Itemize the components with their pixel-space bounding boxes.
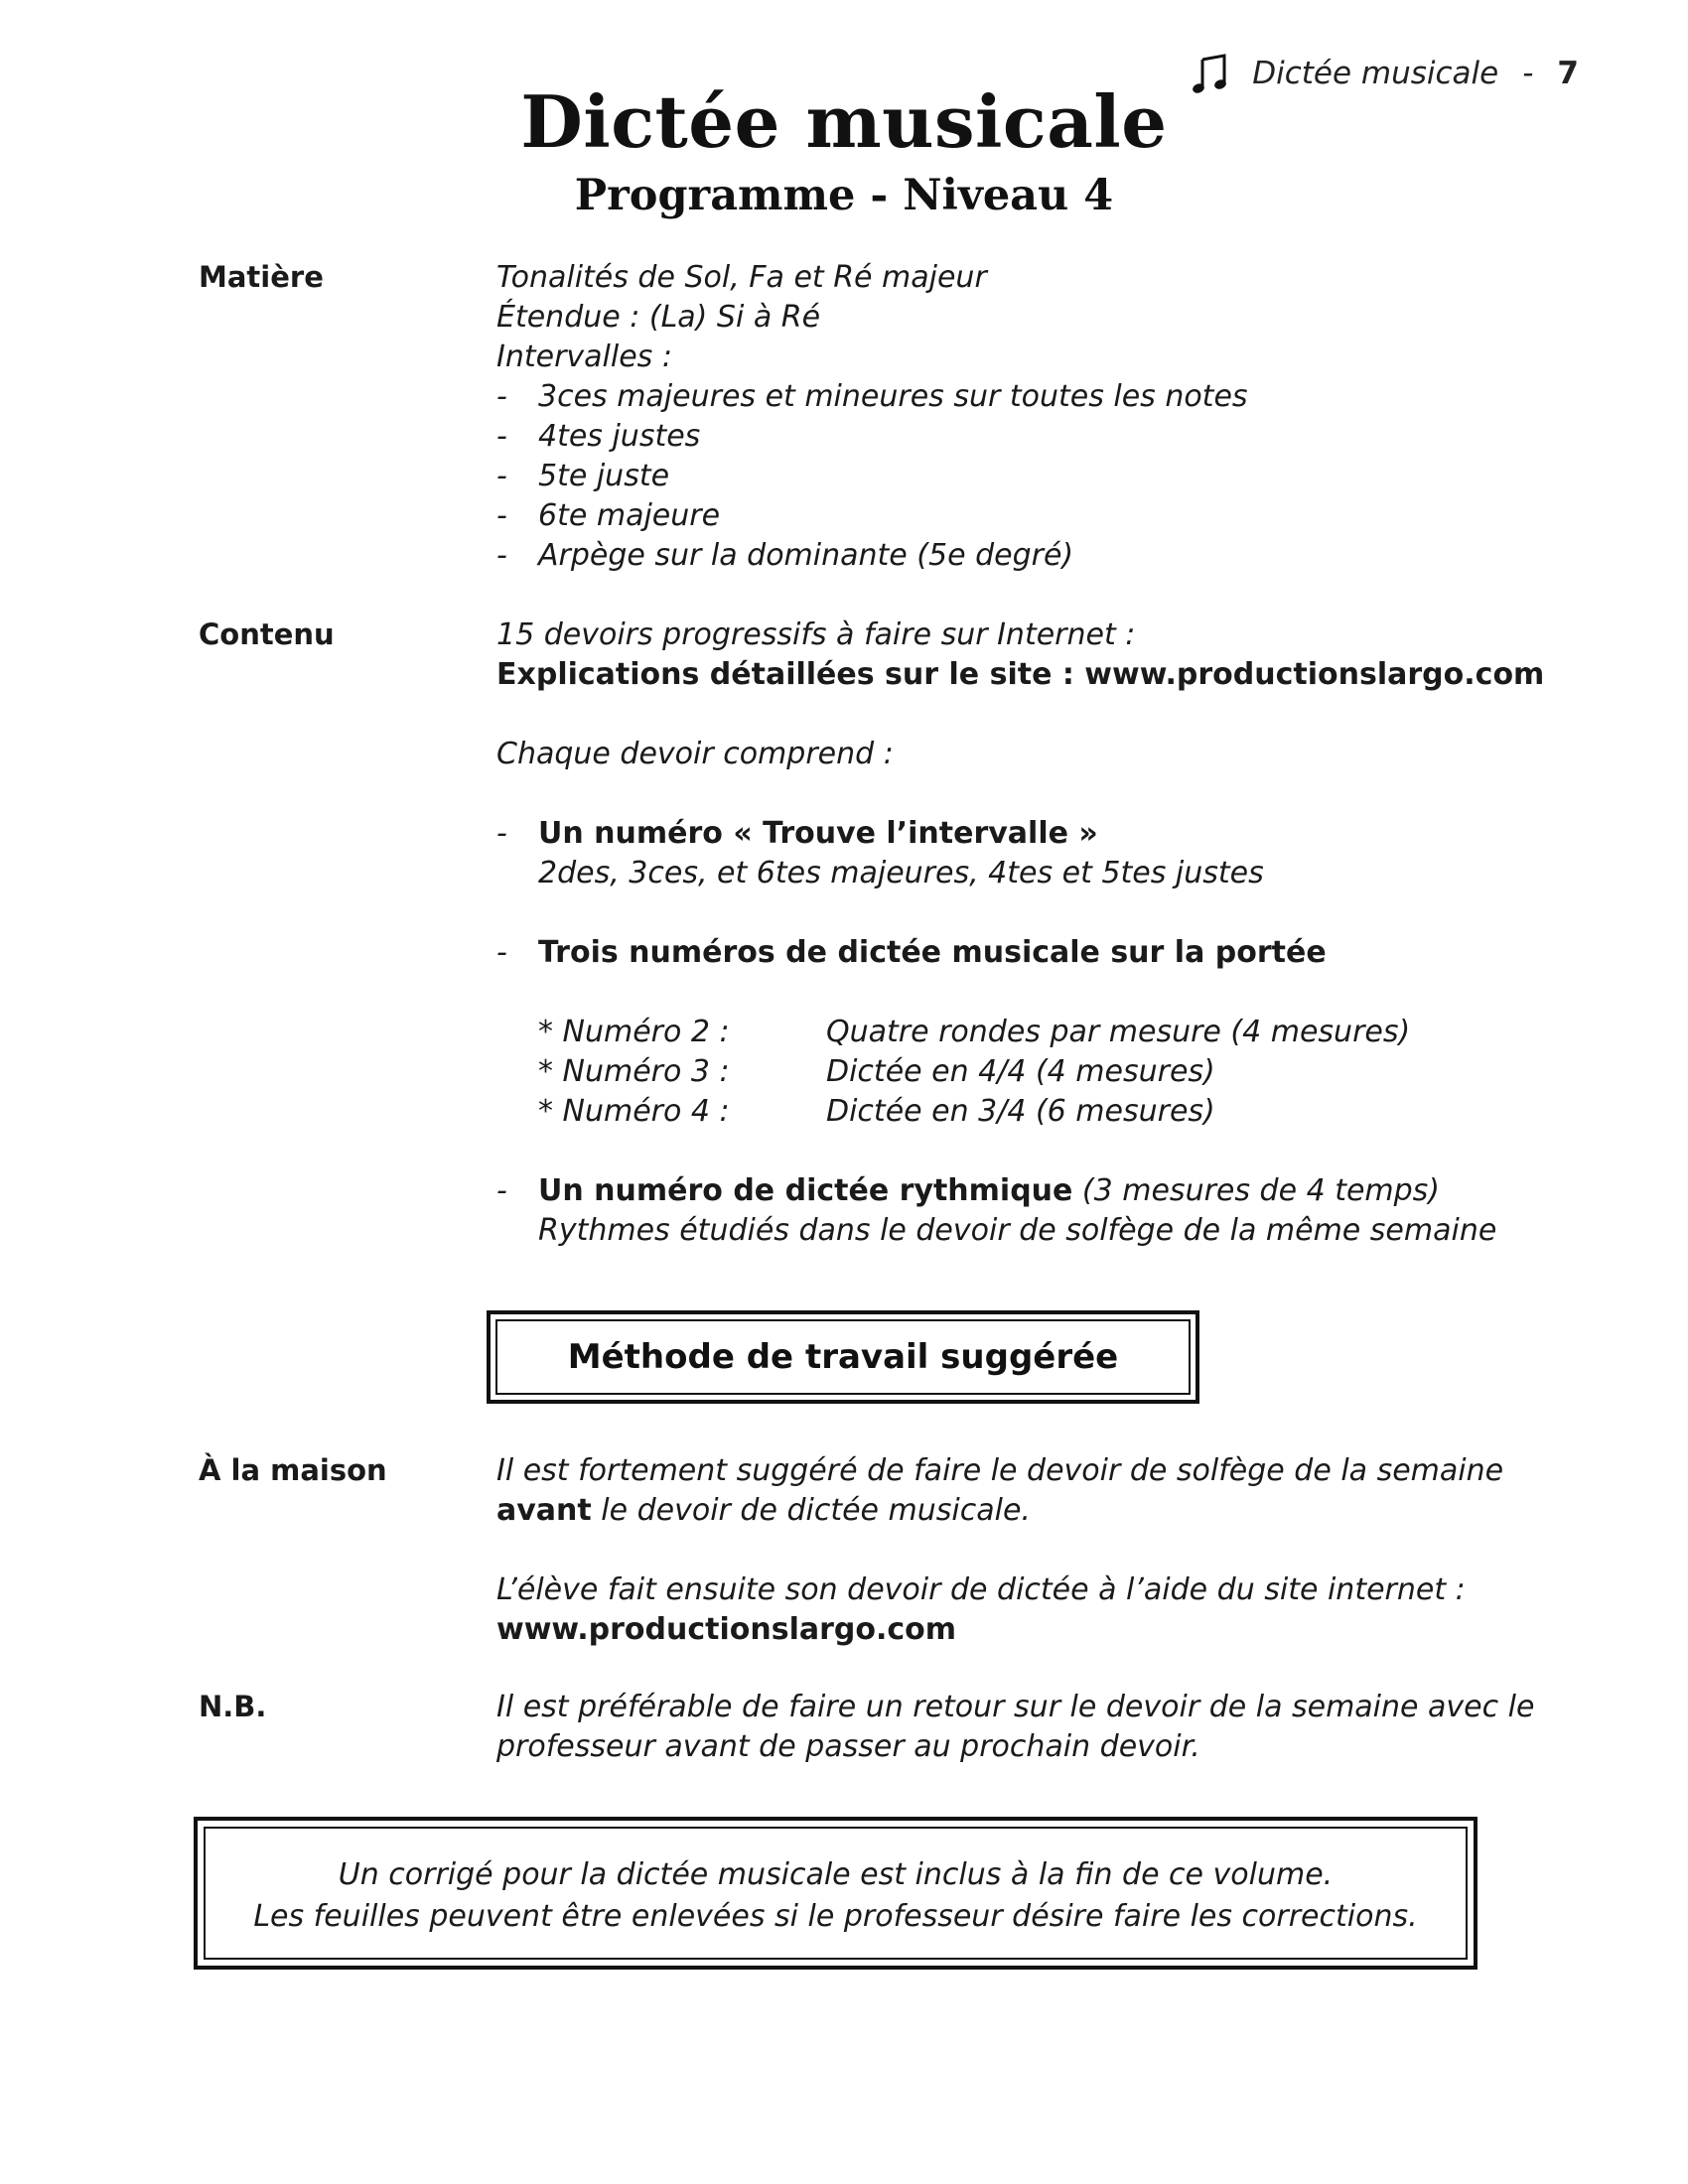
footer-note-box [194, 1817, 1477, 1970]
maison-line: L’élève fait ensuite son devoir de dictée à l’aide du site internet : [496, 1572, 1466, 1607]
list-item: - 6te majeure [496, 498, 721, 533]
section-label-maison: À la maison [199, 1453, 387, 1487]
list-item: - 5te juste [496, 459, 670, 493]
section-label-matiere: Matière [199, 260, 324, 294]
footer-note-line: Un corrigé pour la dictée musicale est inclus à la fin de ce volume. [338, 1857, 1334, 1892]
site-url: www.productionslargo.com [496, 1612, 957, 1647]
section-maison [496, 1451, 1503, 1531]
running-separator: - [1522, 56, 1534, 91]
nb-line: Il est préférable de faire un retour sur le devoir de la semaine avec le [496, 1690, 1535, 1724]
contenu-line: 15 devoirs progressifs à faire sur Internet : [496, 617, 1136, 652]
section-nb [496, 1688, 1534, 1767]
dictee-row: * Numéro 4 : Dictée en 3/4 (6 mesures) [538, 1094, 1215, 1129]
maison-line: avant le devoir de dictée musicale. [496, 1493, 1031, 1528]
running-title: Dictée musicale [1252, 56, 1499, 91]
matiere-line: Étendue : (La) Si à Ré [496, 300, 821, 335]
page-title: Dictée musicale [520, 79, 1168, 164]
section-label-contenu: Contenu [199, 617, 335, 651]
list-item: - Trois numéros de dictée musicale sur la portée [496, 935, 1327, 970]
method-box [487, 1310, 1199, 1404]
dictee-row: * Numéro 3 : Dictée en 4/4 (4 mesures) [538, 1054, 1215, 1089]
section-maison-2 [496, 1570, 1466, 1650]
section-label-nb: N.B. [199, 1690, 267, 1723]
item-detail: Rythmes étudiés dans le devoir de solfège de la même semaine [538, 1213, 1497, 1248]
list-item: - Un numéro « Trouve l’intervalle » 2des, 3ces, et 6tes majeures, 4tes et 5tes justes [496, 814, 1264, 893]
nb-line: professeur avant de passer au prochain devoir. [496, 1729, 1200, 1764]
contenu-intro: Chaque devoir comprend : [496, 737, 894, 771]
contenu-site-line: Explications détaillées sur le site : www.productionslargo.com [496, 657, 1545, 692]
list-item: - 3ces majeures et mineures sur toutes les notes [496, 379, 1248, 414]
page-subtitle: Programme - Niveau 4 [574, 171, 1114, 220]
item-title: Un numéro « Trouve l’intervalle » [538, 816, 1098, 851]
list-item: - 4tes justes [496, 419, 701, 454]
section-contenu [496, 615, 1544, 695]
list-item: - Un numéro de dictée rythmique (3 mesures de 4 temps) Rythmes étudiés dans le devoir de solfège de la même semaine [496, 1171, 1496, 1251]
item-detail: 2des, 3ces, et 6tes majeures, 4tes et 5tes justes [538, 856, 1264, 890]
item-title: Trois numéros de dictée musicale sur la portée [538, 935, 1327, 970]
matiere-line: Intervalles : [496, 340, 672, 374]
dictee-row: * Numéro 2 : Quatre rondes par mesure (4 mesures) [538, 1015, 1411, 1049]
item-title: Un numéro de dictée rythmique [538, 1173, 1073, 1208]
matiere-line: Tonalités de Sol, Fa et Ré majeur [496, 260, 987, 295]
maison-line: Il est fortement suggéré de faire le devoir de solfège de la semaine [496, 1453, 1504, 1488]
method-heading: Méthode de travail suggérée [567, 1337, 1119, 1377]
footer-note-line: Les feuilles peuvent être enlevées si le professeur désire faire les corrections. [253, 1899, 1418, 1934]
list-item: - Arpège sur la dominante (5e degré) [496, 538, 1074, 573]
page-number: 7 [1557, 56, 1579, 91]
section-matiere [496, 258, 1248, 576]
